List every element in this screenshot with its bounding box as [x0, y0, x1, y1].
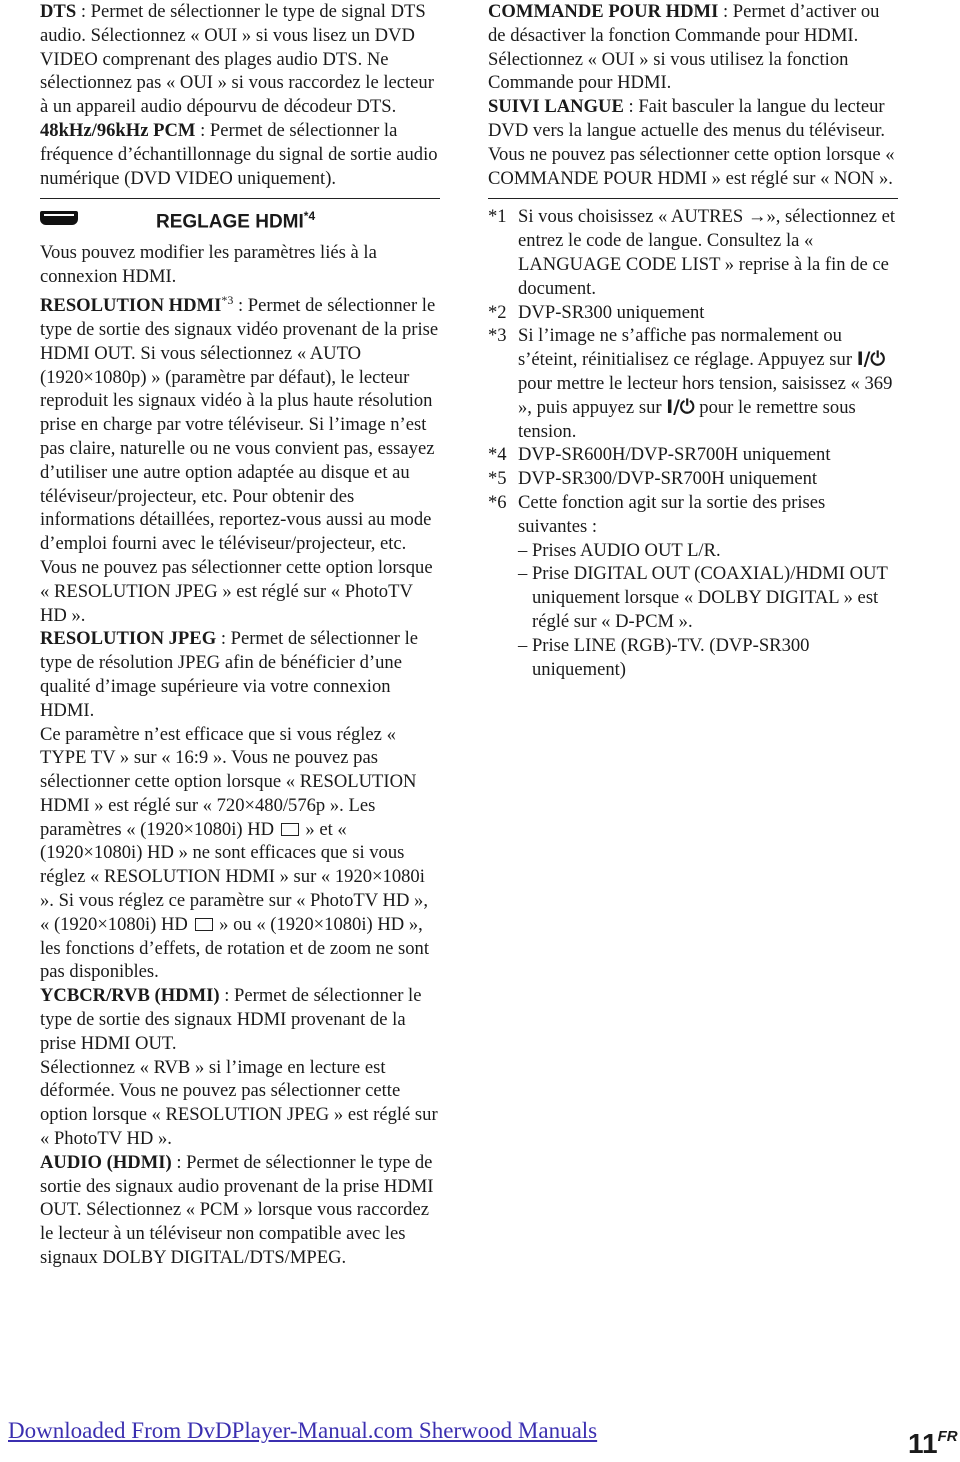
footnote-5: *5 DVP-SR300/DVP-SR700H uniquement — [488, 468, 818, 490]
commande-paragraph: COMMANDE POUR HDMI : Permet d’activer ou de désactiver la fonction Commande pour HDMI. Sélectionnez « OUI » si vous utilisez la fonction Commande pour HDMI. — [488, 1, 880, 94]
resolution-jpeg-paragraph: RESOLUTION JPEG : Permet de sélectionner le type de résolution JPEG afin de bénéficier d’une qualité d’image supérieure via votre connexion HDMI. — [40, 628, 419, 721]
resolution-hdmi-paragraph: RESOLUTION HDMI$^{*3}$ : Permet de sélectionner le type de sortie des signaux vidéo provenant de la prise HDMI OUT. Si vous sélectionnez « AUTO (1920×1080p) » (paramètre par défaut), le lecteur reproduit les signaux vidéo à la plus haute résolution prise en charge par votre téléviseur. Si l’image n’est pas claire, naturelle ou ne vous convient pas, essayez d’utiliser une autre option adaptée au disque et au téléviseur/projecteur, etc. Pour obtenir des informations détaillées, reportez-vous aussi au mode d’emploi fourni avec le téléviseur/projecteur, etc. — [40, 292, 439, 555]
ycbcr-note: Sélectionnez « RVB » si l’image en lecture est déformée. Vous ne pouvez pas sélectionner cette option lorsque « RESOLUTION JPEG » est réglé sur « PhotoTV HD ». — [40, 1056, 438, 1150]
footnote-3: *3 Si l’image ne s’affiche pas normalement ou s’éteint, réinitialisez ce réglage. Appuyez sur I/⏻ pour mettre le lecteur hors tension, saisissez « 369 », puis appuyez sur I/⏻ pour le remettre sous tension. — [488, 325, 893, 442]
footnote-4: *4 DVP-SR600H/DVP-SR700H uniquement — [488, 444, 831, 466]
section-header — [40, 205, 440, 241]
power-icon: I/⏻ — [856, 349, 886, 371]
footnote-2: *2 DVP-SR300 uniquement — [488, 301, 705, 323]
dts-paragraph: DTS : Permet de sélectionner le type de signal DTS audio. Sélectionnez « OUI » si vous lisez un DVD VIDEO comprenant des plages audio DTS. Ne sélectionnez pas « OUI » si vous raccordez le lecteur à un appareil audio dépourvu de décodeur DTS. — [40, 1, 434, 118]
left-column — [40, 0, 440, 1270]
ycbcr-paragraph: YCBCR/RVB (HDMI) : Permet de sélectionner le type de sortie des signaux HDMI provenant de la prise HDMI OUT. — [40, 985, 422, 1054]
footnote-1: *1 Si vous choisissez « AUTRES →», sélectionnez et entrez le code de langue. Consultez la « LANGUAGE CODE LIST » reprise à la fin de ce document. — [488, 206, 895, 299]
power-icon: I/⏻ — [666, 396, 695, 418]
section-title: REGLAGE HDMI$^{*4}$ — [156, 209, 316, 233]
divider — [40, 198, 440, 199]
footnote-6-item: – Prises AUDIO OUT L/R. — [518, 539, 721, 561]
suivi-langue-paragraph: SUIVI LANGUE : Fait basculer la langue du lecteur DVD vers la langue actuelle des menus du téléviseur. Vous ne pouvez pas sélectionner cette option lorsque « COMMANDE POUR HDMI » est réglé sur « NON ». — [488, 96, 895, 189]
section-intro: Vous pouvez modifier les paramètres liés à la connexion HDMI. — [40, 242, 377, 288]
right-column — [488, 0, 898, 681]
resolution-hdmi-note: Vous ne pouvez pas sélectionner cette option lorsque « RESOLUTION JPEG » est réglé sur « PhotoTV HD ». — [40, 556, 433, 626]
download-link[interactable]: Downloaded From DvDPlayer-Manual.com Sherwood Manuals — [8, 1418, 598, 1443]
audio-hdmi-paragraph: AUDIO (HDMI) : Permet de sélectionner le type de sortie des signaux audio provenant de la prise HDMI OUT. Sélectionnez « PCM » lorsque vous raccordez le lecteur à un téléviseur non compatible avec les signaux DOLBY DIGITAL/DTS/MPEG. — [40, 1151, 434, 1269]
footnote-6-item: – Prise LINE (RGB)-TV. (DVP-SR300 uniquement) — [518, 634, 810, 680]
hdmi-setup-icon — [40, 211, 78, 225]
footnote-6: *6 Cette fonction agit sur la sortie des prises suivantes : — [488, 491, 826, 537]
resolution-jpeg-note: Ce paramètre n’est efficace que si vous réglez « TYPE TV » sur « 16:9 ». Vous ne pouvez pas sélectionner cette option lorsque « RESOLUTION HDMI » est réglé sur « 720×480/576p ». Les paramètres « (1920×1080i) HD » et « (1920×1080i) HD » ne sont efficaces que si vous réglez « RESOLUTION HDMI » sur « 1920×1080i ». Si vous réglez ce paramètre sur « PhotoTV HD », « (1920×1080i) HD » ou « (1920×1080i) HD », les fonctions d’effets, de rotation et de zoom ne sont pas disponibles. — [40, 723, 429, 983]
divider — [488, 198, 898, 199]
screen-icon — [281, 823, 299, 836]
footnote-6-item: – Prise DIGITAL OUT (COAXIAL)/HDMI OUT uniquement lorsque « DOLBY DIGITAL » est réglé sur « D-PCM ». — [518, 563, 888, 632]
pcm-paragraph: 48kHz/96kHz PCM : Permet de sélectionner la fréquence d’échantillonnage du signal de sortie audio numérique (DVD VIDEO uniquement). — [40, 119, 438, 189]
screen-icon — [195, 918, 213, 931]
page-number: $11^{FR}$ — [908, 1428, 958, 1459]
